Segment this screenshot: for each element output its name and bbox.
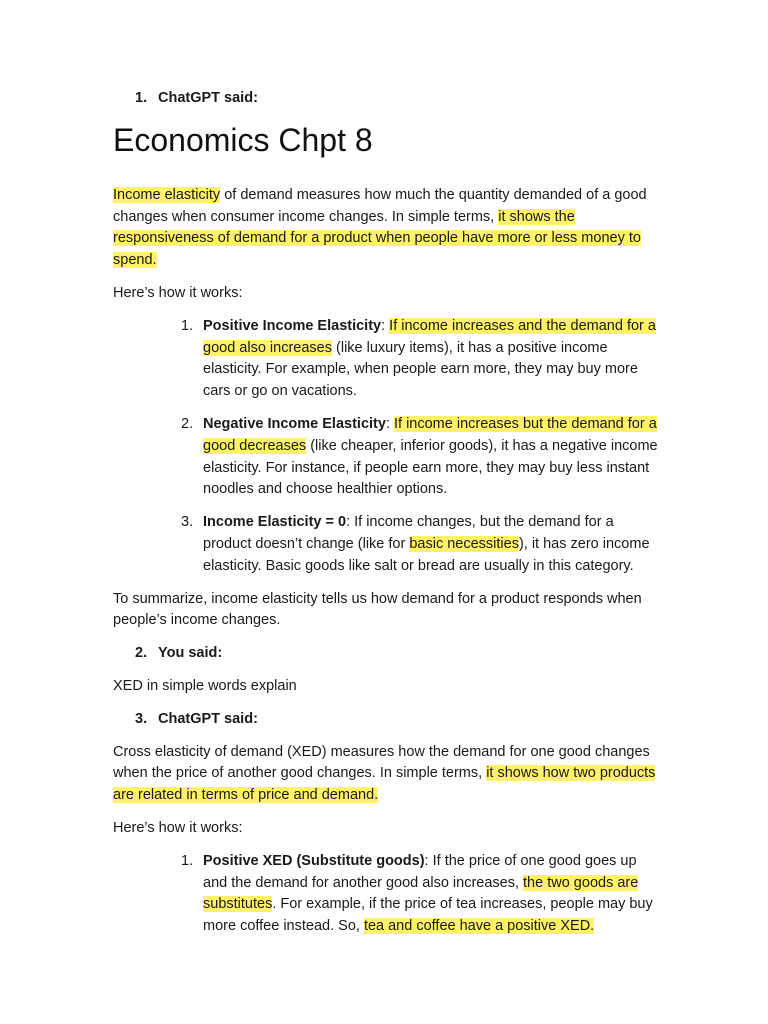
list-number: 3. (181, 514, 194, 531)
intro-paragraph (113, 185, 658, 272)
highlight-text: If income increases but the demand for a good decreases (203, 415, 657, 454)
list-item (113, 414, 658, 501)
highlight-text: it shows the responsiveness of demand for a product when people have more or less money to spend. (113, 208, 641, 269)
list-item-text: : (381, 317, 390, 334)
list-number: 1. (181, 317, 194, 334)
highlight-text: the two goods are substitutes (203, 874, 639, 913)
list-item-text: : If income changes, but the demand for a product doesn’t change (like for (203, 514, 614, 552)
list-item (113, 851, 658, 938)
list-item-text: : If the price of one good goes up and the demand for another good also increases, (203, 852, 637, 891)
list-item-term: Income Elasticity = 0 (203, 514, 347, 531)
list-item-term: Negative Income Elasticity (203, 415, 386, 432)
how-it-works-2: Here’s how it works: (113, 819, 243, 836)
list-item (113, 512, 658, 577)
income-elasticity-list (113, 316, 658, 578)
list-number: 1. (181, 852, 194, 869)
list-item-term: Positive XED (Substitute goods) (203, 852, 425, 869)
xed-paragraph (113, 742, 658, 807)
xed-list (113, 851, 658, 938)
user-question: XED in simple words explain (113, 677, 297, 694)
list-item-text: : (385, 415, 394, 432)
list-number: 3. (135, 710, 148, 727)
highlight-text: basic necessities (409, 535, 519, 552)
highlight-text: Income elasticity (113, 186, 221, 203)
message-heading-label: ChatGPT said: (158, 90, 258, 106)
highlight-text: it shows how two products are related in terms of price and demand. (113, 765, 656, 804)
list-item-text: . For example, if the price of tea increases, people may buy more coffee instead. So, (203, 896, 653, 935)
document-title: Economics Chpt 8 (113, 121, 373, 158)
list-item-text: (like luxury items), it has a positive income elasticity. For example, when people earn more, they may buy more cars or go on vacations. (203, 339, 638, 400)
list-number: 2. (181, 415, 194, 432)
list-item-term: Positive Income Elasticity (203, 317, 382, 334)
list-item-text: ), it has zero income elasticity. Basic goods like salt or bread are usually in this category. (203, 535, 650, 574)
how-it-works-1: Here’s how it works: (113, 284, 243, 301)
document-content (113, 88, 658, 949)
paragraph-text: Cross elasticity of demand (XED) measures how the demand for one good changes when the price of another good changes. In simple terms, (113, 743, 650, 782)
highlight-text: tea and coffee have a positive XED. (363, 918, 595, 935)
list-item (113, 316, 658, 403)
message-heading-chatgpt-1 (113, 88, 658, 110)
paragraph-text: of demand measures how much the quantity demanded of a good changes when consumer income changes. In simple terms, (113, 186, 647, 225)
message-heading-user (113, 643, 658, 665)
message-heading-label: ChatGPT said: (158, 710, 258, 727)
highlight-text: If income increases and the demand for a good also increases (203, 317, 656, 356)
list-number: 2. (135, 645, 148, 662)
message-heading-chatgpt-2 (113, 709, 658, 731)
message-heading-label: You said: (158, 645, 223, 662)
list-item-text: (like cheaper, inferior goods), it has a negative income elasticity. For instance, if people earn more, they may buy less instant noodles and choose healthier options. (203, 437, 658, 498)
list-number: 1. (135, 90, 148, 106)
summary-paragraph: To summarize, income elasticity tells us how demand for a product responds when people’s income changes. (113, 590, 642, 629)
